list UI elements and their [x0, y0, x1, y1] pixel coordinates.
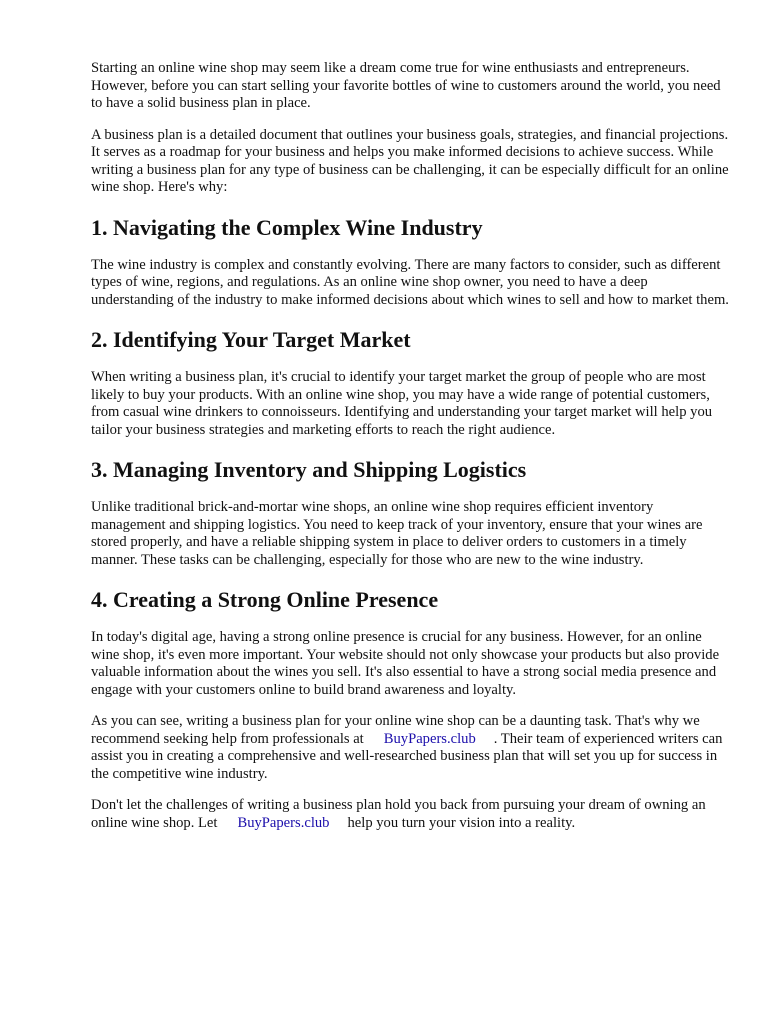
section-1-heading: 1. Navigating the Complex Wine Industry — [91, 214, 483, 240]
closing-1-text-before: As you can see, writing a business plan for your online wine shop can be a daunting task. That's why we recommend seeking help from professionals at — [91, 713, 700, 747]
section-1-body: The wine industry is complex and constantly evolving. There are many factors to consider, such as different types of wine, regions, and regulations. As an online wine shop owner, you need to have a deep understanding of the industry to make informed decisions about which wines to sell and how to market them. — [91, 256, 729, 308]
buypapers-link-2[interactable]: BuyPapers.club — [237, 814, 330, 831]
closing-2-text-after: help you turn your vision into a reality. — [347, 814, 576, 831]
document-page — [91, 60, 731, 846]
section-4-heading: 4. Creating a Strong Online Presence — [91, 587, 439, 612]
closing-2-text-before: Don't let the challenges of writing a business plan hold you back from pursuing your dream of owning an online wine shop. Let — [91, 797, 706, 831]
section-2-heading: 2. Identifying Your Target Market — [91, 327, 411, 352]
closing-paragraph-2 — [91, 797, 731, 832]
intro-paragraph-2: A business plan is a detailed document that outlines your business goals, strategies, and financial projections. It serves as a roadmap for your business and helps you make informed decisions to achieve success. While writing a business plan for any type of business can be challenging, it can be especially difficult for an online wine shop. Here's why: — [91, 126, 729, 195]
buypapers-link-1[interactable]: BuyPapers.club — [383, 730, 476, 747]
closing-paragraph-1 — [91, 713, 731, 783]
intro-paragraph-1: Starting an online wine shop may seem like a dream come true for wine enthusiasts and entrepreneurs. However, before you can start selling your favorite bottles of wine to customers around the world, you need to have a solid business plan in place. — [91, 60, 721, 111]
section-3-body: Unlike traditional brick-and-mortar wine shops, an online wine shop requires efficient inventory management and shipping logistics. You need to keep track of your inventory, ensure that your wines are stored properly, and have a reliable shipping system in place to deliver orders to customers in a timely manner. These tasks can be challenging, especially for those who are new to the wine industry. — [91, 499, 703, 568]
section-4-body: In today's digital age, having a strong online presence is crucial for any business. However, for an online wine shop, it's even more important. Your website should not only showcase your products but also provide valuable information about the wines you sell. It's also essential to have a strong social media presence and engage with your customers online to build brand awareness and loyalty. — [91, 629, 720, 698]
section-2-body: When writing a business plan, it's crucial to identify your target market the group of people who are most likely to buy your products. With an online wine shop, you may have a wide range of potential customers, from casual wine drinkers to connoisseurs. Identifying and understanding your target market will help you tailor your business strategies and marketing efforts to reach the right audience. — [91, 369, 713, 438]
closing-1-text-after: . Their team of experienced writers can assist you in creating a comprehensive and well-researched business plan that will set you up for success in the competitive wine industry. — [91, 730, 723, 782]
section-3-heading: 3. Managing Inventory and Shipping Logistics — [91, 457, 527, 482]
